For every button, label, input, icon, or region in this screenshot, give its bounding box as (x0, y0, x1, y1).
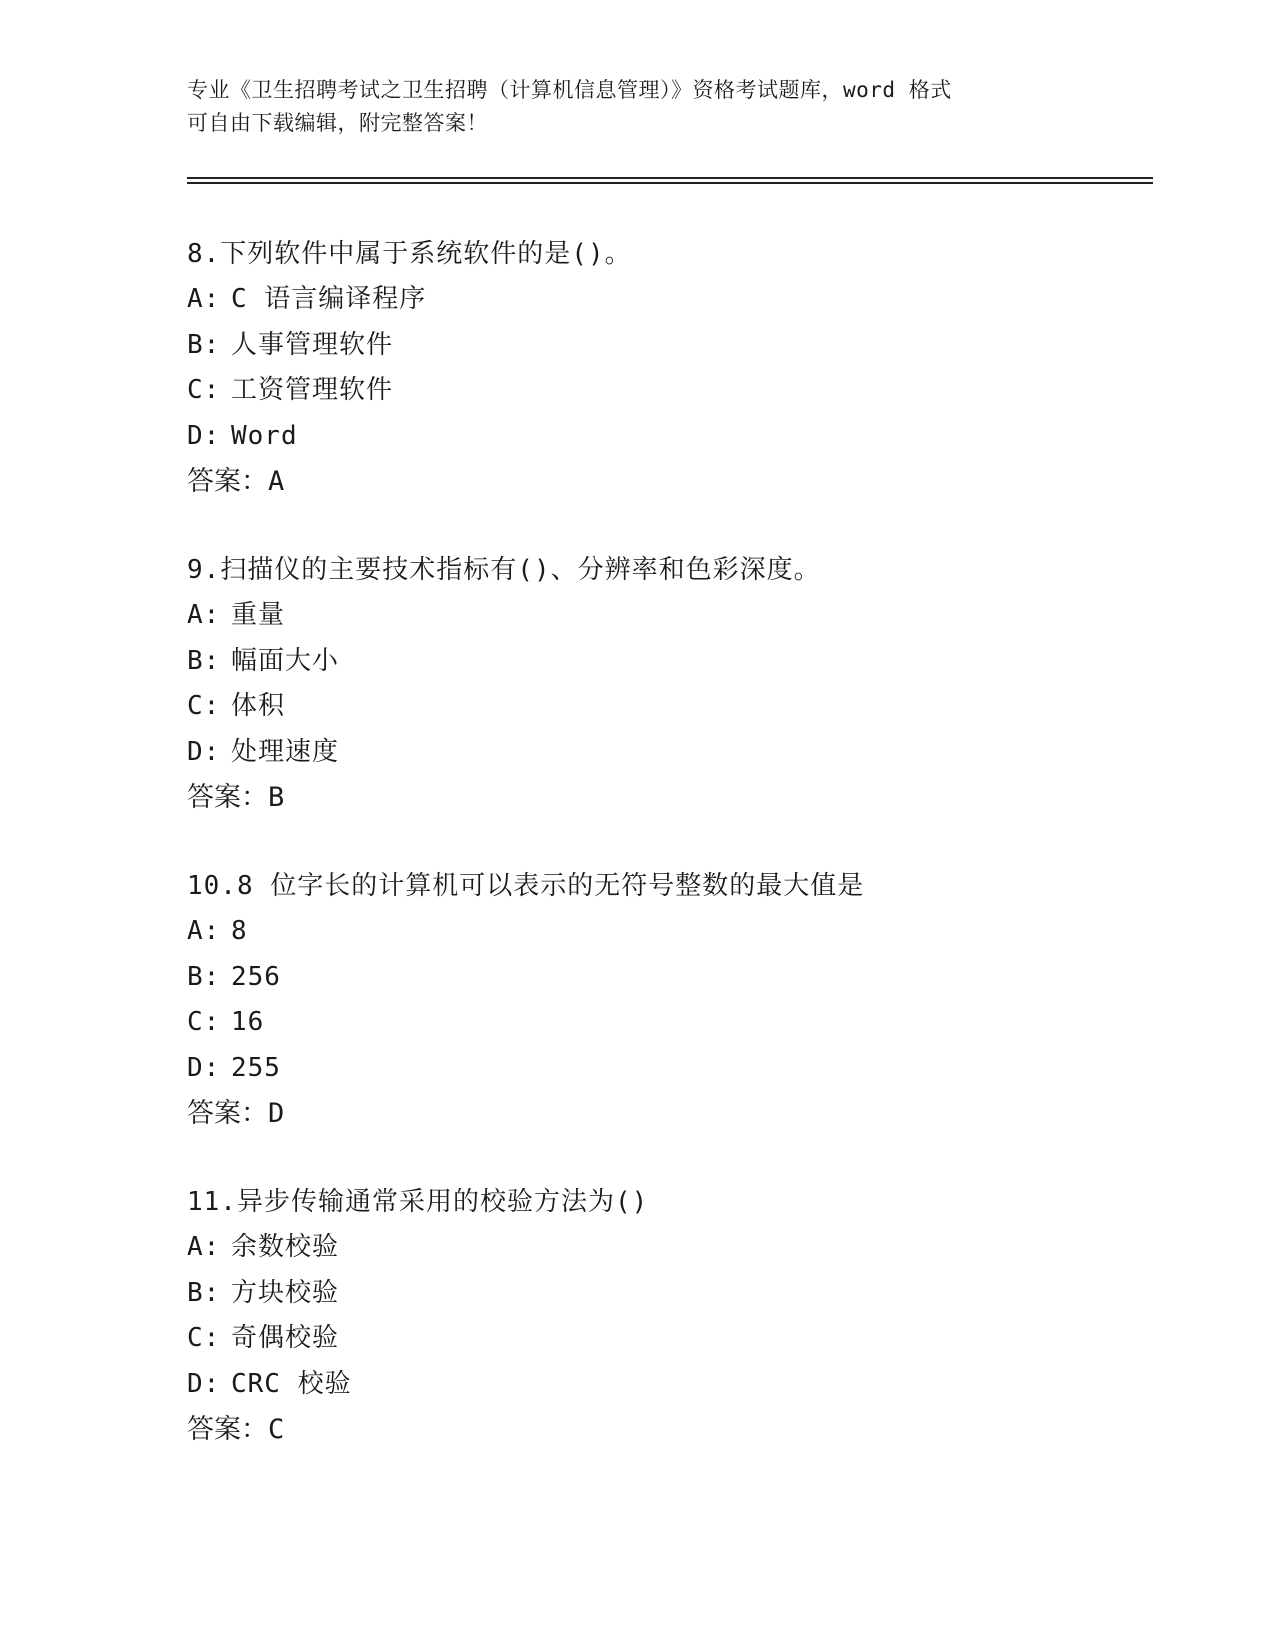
option-a (187, 1225, 1087, 1271)
header-line-1: 专业《卫生招聘考试之卫生招聘（计算机信息管理）》资格考试题库，word 格式 (187, 78, 952, 102)
answer-value: A (268, 466, 285, 497)
option-text: 256 (231, 961, 281, 992)
option-text: 体积 (231, 691, 286, 721)
question-11 (187, 1180, 1087, 1452)
option-key: A: (187, 1232, 221, 1262)
option-c (187, 684, 1087, 730)
option-a (187, 593, 1087, 639)
option-d (187, 730, 1087, 776)
option-text: 方块校验 (231, 1277, 340, 1308)
option-key: A: (187, 600, 221, 630)
option-key: B: (187, 1277, 221, 1308)
option-key: D: (187, 736, 221, 767)
option-text: 重量 (231, 600, 286, 630)
option-c (187, 1316, 1087, 1362)
answer (187, 775, 1087, 820)
question-text: 10.8 位字长的计算机可以表示的无符号整数的最大值是 (187, 871, 865, 901)
answer (187, 459, 1087, 504)
option-b (187, 323, 1087, 369)
option-key: A: (187, 916, 221, 946)
option-text: 人事管理软件 (231, 329, 394, 360)
option-key: C: (187, 375, 221, 405)
answer (187, 1407, 1087, 1452)
option-text: 8 (231, 916, 248, 946)
option-d (187, 1046, 1087, 1092)
question-8 (187, 232, 1087, 504)
answer-label: 答案： (187, 1414, 268, 1445)
option-d (187, 414, 1087, 460)
answer-label: 答案： (187, 1098, 268, 1129)
option-key: D: (187, 1052, 221, 1083)
header-line-2: 可自由下载编辑，附完整答案！ (187, 111, 488, 135)
question-text: 9.扫描仪的主要技术指标有()、分辨率和色彩深度。 (187, 555, 821, 585)
option-key: D: (187, 1368, 221, 1399)
question-9 (187, 548, 1087, 820)
option-text: 处理速度 (231, 736, 340, 767)
answer-value: D (268, 1098, 285, 1129)
option-key: C: (187, 1323, 221, 1353)
option-text: 16 (231, 1007, 265, 1037)
option-d (187, 1362, 1087, 1408)
option-b (187, 1271, 1087, 1317)
question-text: 11.异步传输通常采用的校验方法为() (187, 1187, 649, 1217)
answer-label: 答案： (187, 466, 268, 497)
answer-value: C (268, 1414, 285, 1445)
option-key: B: (187, 645, 221, 676)
option-key: B: (187, 961, 221, 992)
option-key: C: (187, 1007, 221, 1037)
answer-label: 答案： (187, 782, 268, 813)
option-key: D: (187, 420, 221, 451)
option-text: C 语言编译程序 (231, 284, 427, 314)
option-text: 余数校验 (231, 1232, 340, 1262)
option-text: 奇偶校验 (231, 1323, 340, 1353)
option-text: CRC 校验 (231, 1368, 352, 1399)
option-key: B: (187, 329, 221, 360)
option-a (187, 277, 1087, 323)
option-text: 255 (231, 1052, 281, 1083)
option-key: C: (187, 691, 221, 721)
option-text: Word (231, 420, 298, 451)
option-key: A: (187, 284, 221, 314)
option-b (187, 639, 1087, 685)
option-text: 工资管理软件 (231, 375, 394, 405)
answer (187, 1091, 1087, 1136)
option-a (187, 909, 1087, 955)
option-c (187, 1000, 1087, 1046)
answer-value: B (268, 782, 285, 813)
header-divider-top (187, 177, 1153, 179)
option-text: 幅面大小 (231, 645, 340, 676)
option-c (187, 368, 1087, 414)
question-10 (187, 864, 1087, 1136)
document-header (187, 74, 1087, 140)
header-divider-bottom (187, 182, 1153, 184)
option-b (187, 955, 1087, 1001)
question-text: 8.下列软件中属于系统软件的是()。 (187, 239, 632, 269)
